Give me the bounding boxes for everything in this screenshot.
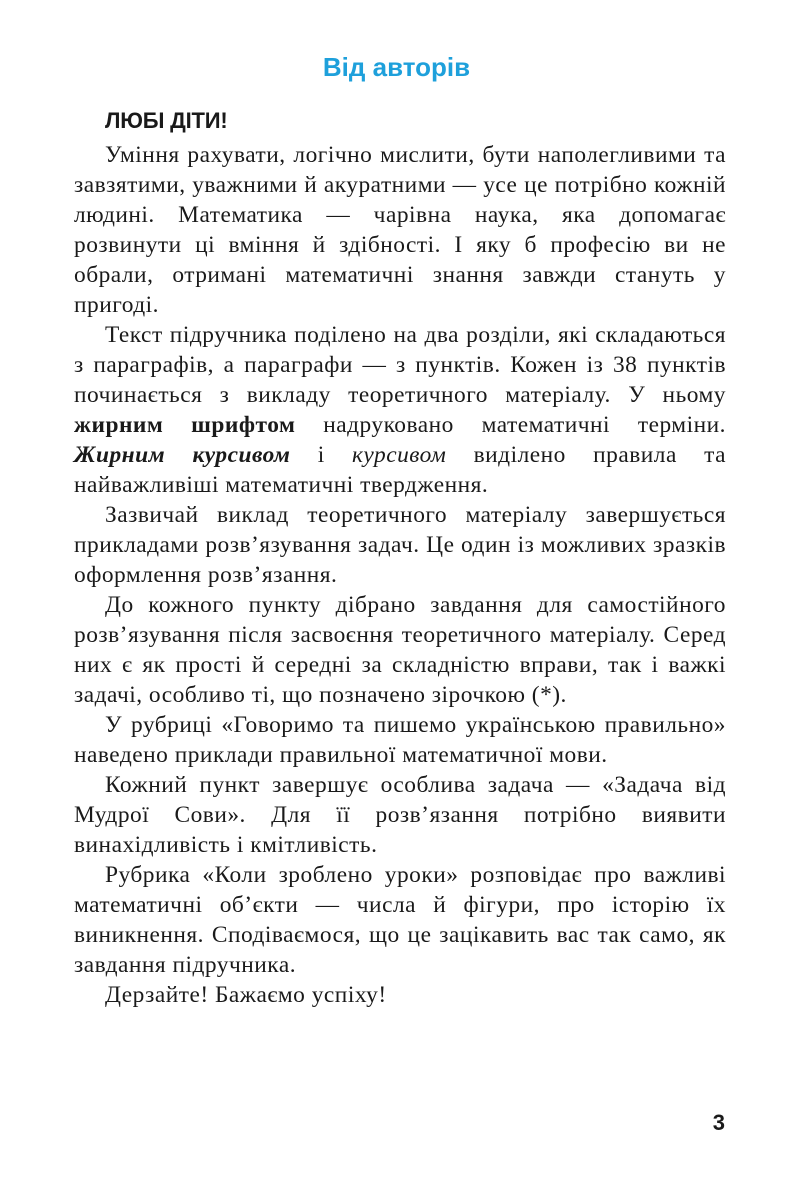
- italic-example: курсивом: [351, 442, 447, 468]
- body-text: [74, 140, 726, 1010]
- paragraph-7: Рубрика «Коли зроблено уроки» розповідає про важливі математичні об’єкти — числа й фігури, про історію їх виникнення. Сподіваємося, що це зацікавить вас так само, як завдання підручника.: [74, 862, 726, 978]
- page-number: 3: [712, 1110, 725, 1135]
- paragraph-2-text-a: Текст підручника поділено на два розділи, які складаються з параграфів, а параграфи — з пунктів. Кожен із 38 пунктів починається з викладу теоретичного матеріалу. У ньому: [74, 322, 726, 408]
- paragraph-2: [74, 320, 726, 500]
- section-title: Від авторів: [322, 52, 471, 82]
- bold-italic-example: Жирним курсивом: [74, 442, 291, 468]
- paragraph-8: Дерзайте! Бажаємо успіху!: [105, 982, 387, 1008]
- paragraph-1: Уміння рахувати, логічно мислити, бути наполегливими та завзятими, уважними й акуратними — усе це потрібно кожній людині. Математика — чарівна наука, яка допомагає розвинути ці вміння й здібності. І яку б професію ви не обрали, отримані математичні знання завжди стануть у пригоді.: [74, 142, 726, 318]
- paragraph-3: Зазвичай виклад теоретичного матеріалу завершується прикладами розв’язування задач. Це один із можливих зразків оформлення розв’язання.: [74, 502, 726, 588]
- bold-term-example: жирним шрифтом: [74, 412, 296, 438]
- paragraph-2-text-c: і: [317, 442, 325, 468]
- paragraph-6: Кожний пункт завершує особлива задача — «Задача від Мудрої Сови». Для її розв’язання потрібно виявити винахідливість і кмітливість.: [74, 772, 726, 858]
- greeting-heading: ЛЮБІ ДІТИ!: [105, 108, 228, 133]
- paragraph-2-text-b: надруковано математичні терміни.: [323, 412, 726, 438]
- paragraph-5: У рубриці «Говоримо та пишемо українською правильно» наведено приклади правильної математичної мови.: [74, 712, 726, 768]
- paragraph-2-text-d: виділено правила та найважливіші математичні твердження.: [74, 442, 726, 498]
- paragraph-4: До кожного пункту дібрано завдання для самостійного розв’язування після засвоєння теоретичного матеріалу. Серед них є як прості й середні за складністю вправи, так і важкі задачі, особливо ті, що позначено зірочкою (*).: [74, 592, 726, 708]
